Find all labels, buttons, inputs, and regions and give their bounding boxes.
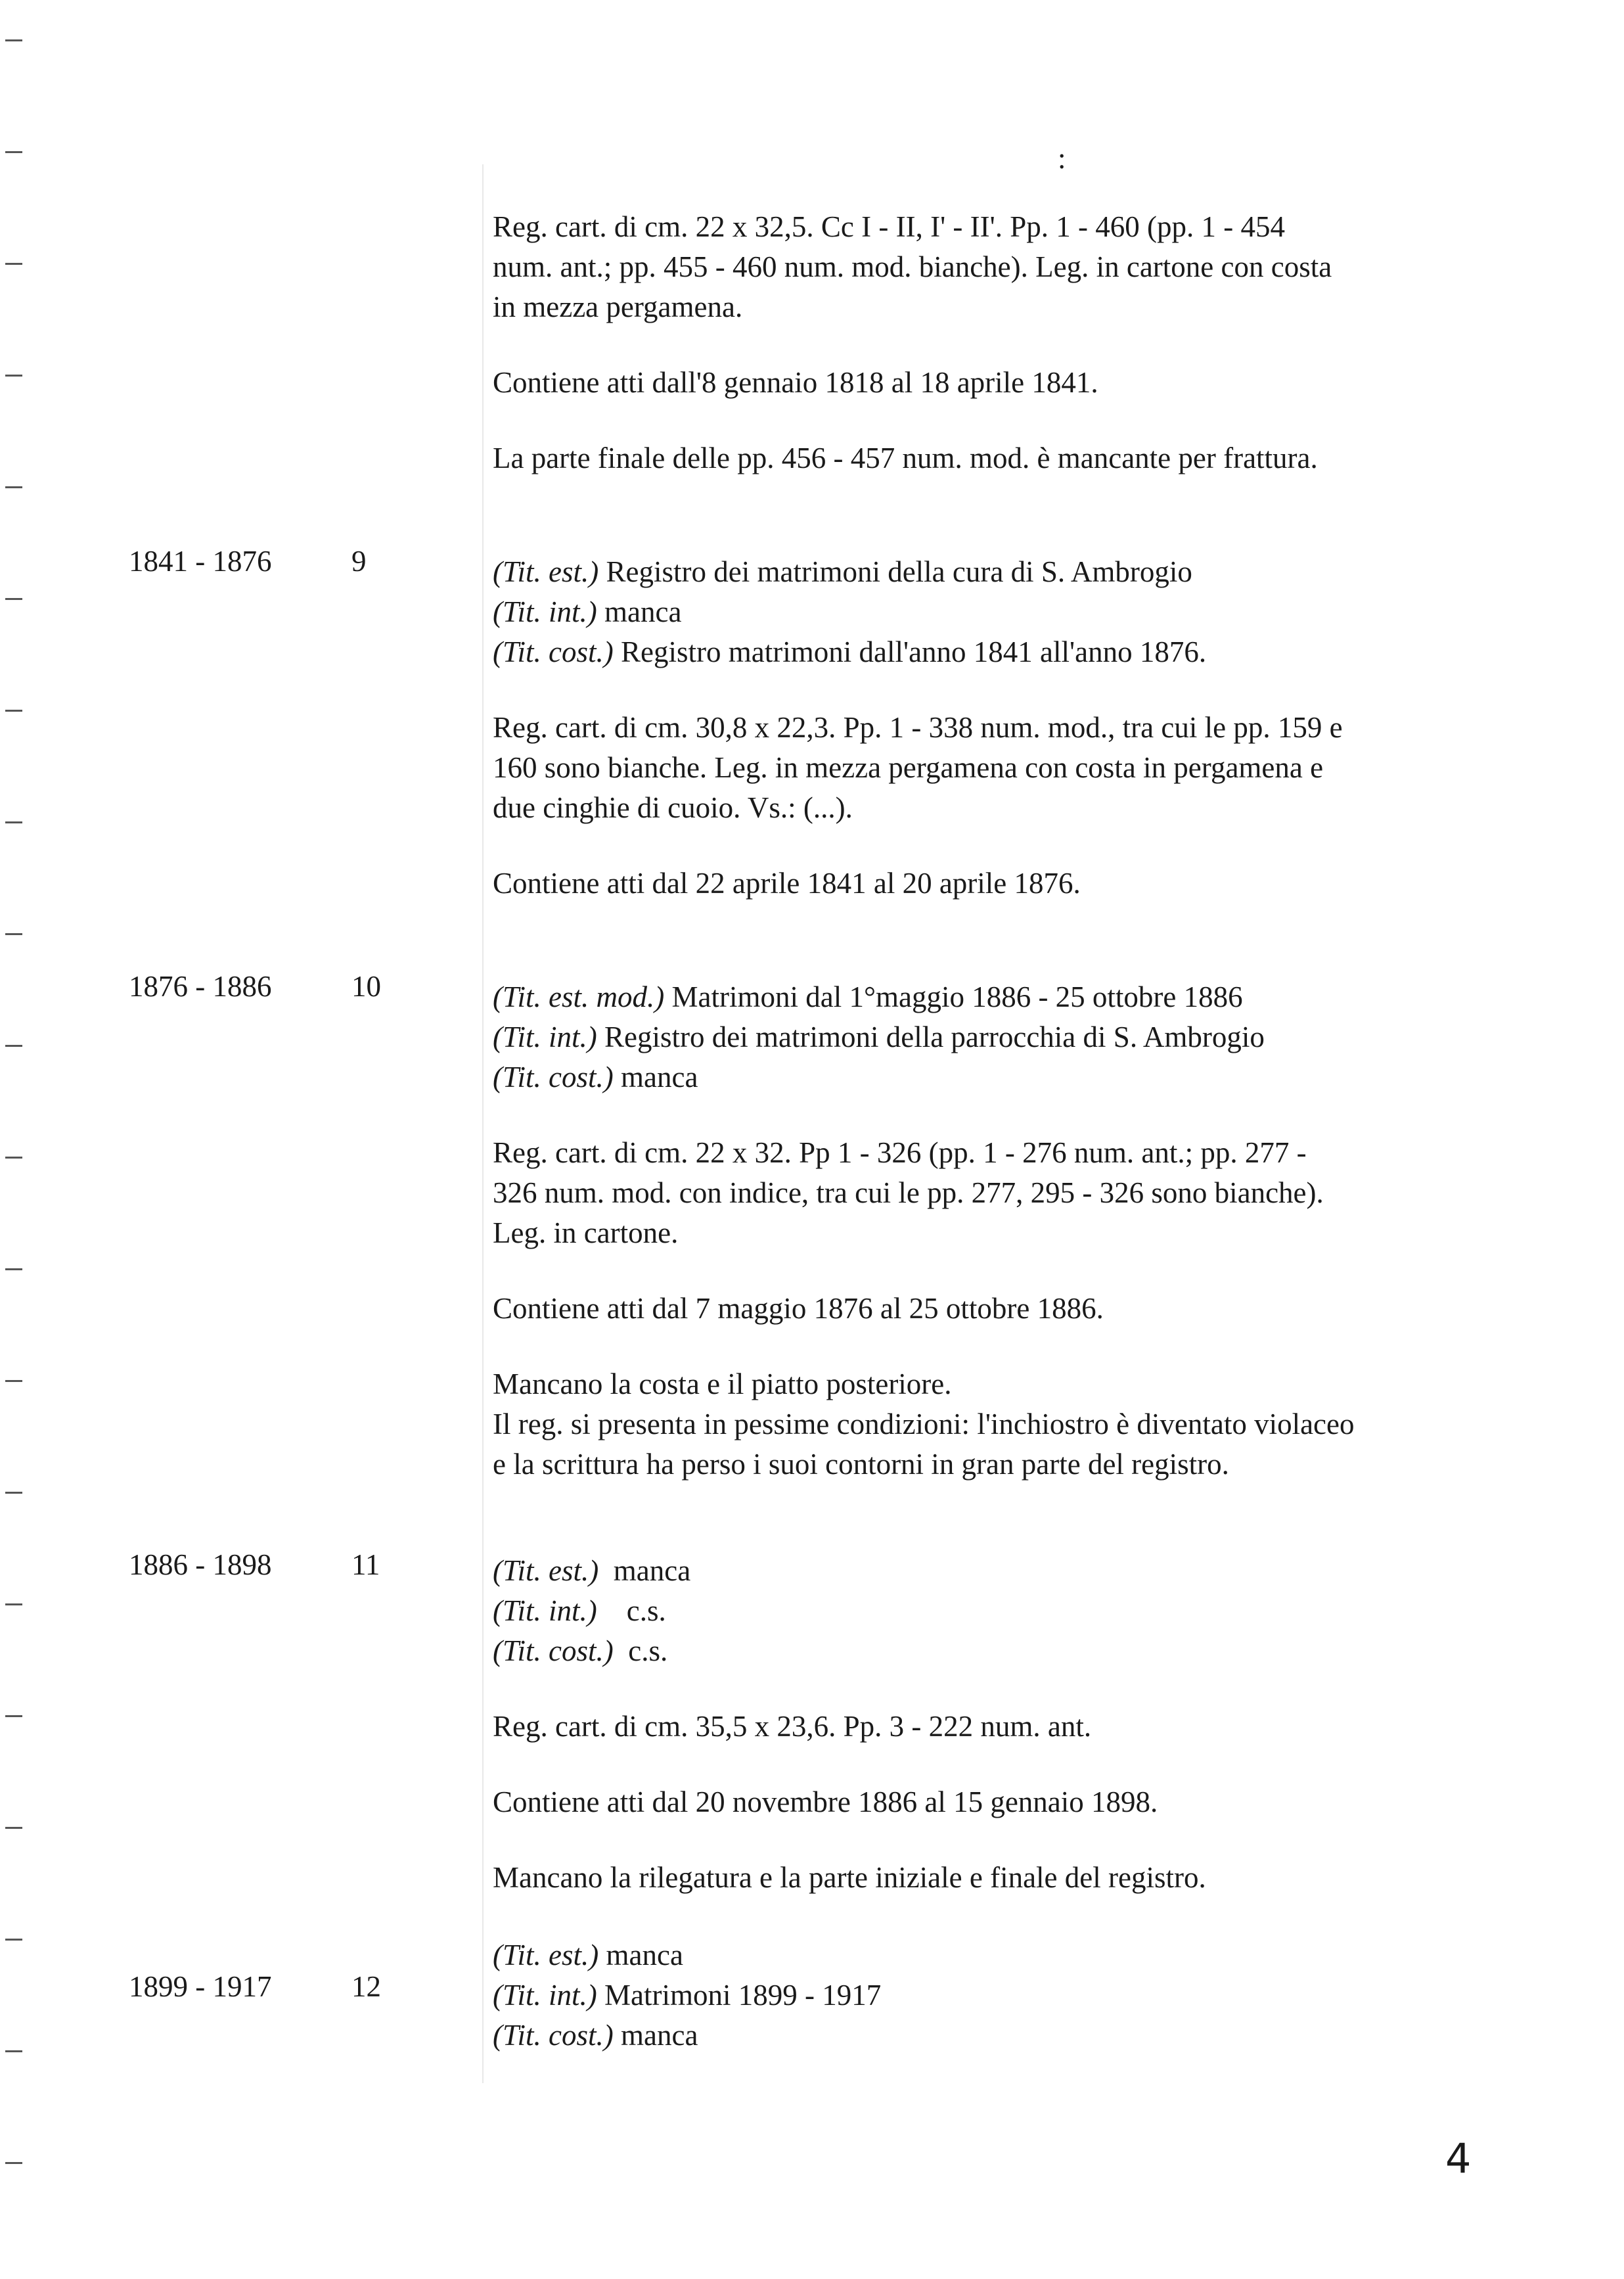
description-line: num. ant.; pp. 455 - 460 num. mod. bianche). Leg. in cartone con costa xyxy=(493,250,1332,283)
title-label: (Tit. cost.) xyxy=(493,1634,614,1667)
entry-number: 12 xyxy=(351,1970,381,2003)
title-label: (Tit. cost.) xyxy=(493,1061,614,1093)
note-line: e la scrittura ha perso i suoi contorni in gran parte del registro. xyxy=(493,1448,1229,1481)
description-line: Reg. cart. di cm. 30,8 x 22,3. Pp. 1 - 338 num. mod., tra cui le pp. 159 e xyxy=(493,711,1343,744)
entry-12 xyxy=(493,1935,1465,2056)
contents-line: Contiene atti dall'8 gennaio 1818 al 18 aprile 1841. xyxy=(493,366,1098,399)
binding-mark xyxy=(5,1268,22,1270)
binding-mark xyxy=(5,1045,22,1047)
binding-mark xyxy=(5,263,22,265)
binding-mark xyxy=(5,821,22,823)
title-text: manca xyxy=(613,1554,691,1587)
entry-date: 1899 - 1917 xyxy=(129,1970,272,2003)
entry-9 xyxy=(493,552,1465,904)
binding-mark xyxy=(5,486,22,488)
note-line: Il reg. si presenta in pessime condizioni: l'inchiostro è diventato violaceo xyxy=(493,1408,1355,1440)
entry-date: 1876 - 1886 xyxy=(129,970,272,1003)
description-line: 160 sono bianche. Leg. in mezza pergamena con costa in pergamena e xyxy=(493,751,1324,784)
title-line xyxy=(493,1591,1465,1631)
title-line xyxy=(493,1975,1465,2015)
entry-number: 9 xyxy=(351,545,367,578)
entry-number: 10 xyxy=(351,970,381,1003)
title-text: Matrimoni dal 1°maggio 1886 - 25 ottobre 1886 xyxy=(671,980,1243,1013)
title-label: (Tit. cost.) xyxy=(493,2019,614,2052)
note-line: Mancano la rilegatura e la parte iniziale e finale del registro. xyxy=(493,1861,1206,1894)
title-text: Registro matrimoni dall'anno 1841 all'anno 1876. xyxy=(621,635,1207,668)
title-line xyxy=(493,1057,1465,1097)
entry-continuation xyxy=(493,207,1465,478)
title-line xyxy=(493,1631,1465,1671)
description-line: Reg. cart. di cm. 22 x 32. Pp 1 - 326 (pp. 1 - 276 num. ant.; pp. 277 - xyxy=(493,1136,1307,1169)
title-line xyxy=(493,1551,1465,1591)
title-text: manca xyxy=(621,2019,698,2052)
binding-mark xyxy=(5,1827,22,1829)
title-text: c.s. xyxy=(628,1634,668,1667)
note-line: La parte finale delle pp. 456 - 457 num. mod. è mancante per frattura. xyxy=(493,442,1318,474)
title-label: (Tit. est.) xyxy=(493,1939,599,1971)
title-text: manca xyxy=(604,595,682,628)
description-line: 326 num. mod. con indice, tra cui le pp. 277, 295 - 326 sono bianche). xyxy=(493,1176,1324,1209)
binding-mark xyxy=(5,151,22,153)
page-number: 4 xyxy=(1445,2134,1472,2182)
binding-mark xyxy=(5,375,22,377)
binding-mark xyxy=(5,2162,22,2164)
title-line xyxy=(493,632,1465,672)
binding-mark xyxy=(5,1380,22,1382)
title-label: (Tit. cost.) xyxy=(493,635,614,668)
contents-line: Contiene atti dal 20 novembre 1886 al 15 gennaio 1898. xyxy=(493,1785,1158,1818)
binding-mark xyxy=(5,1939,22,1941)
binding-edge xyxy=(0,0,26,2279)
title-text: manca xyxy=(621,1061,698,1093)
title-text: manca xyxy=(606,1939,683,1971)
title-label: (Tit. est. mod.) xyxy=(493,980,665,1013)
description-line: Leg. in cartone. xyxy=(493,1216,679,1249)
title-label: (Tit. int.) xyxy=(493,595,597,628)
binding-mark xyxy=(5,710,22,712)
contents-line: Contiene atti dal 7 maggio 1876 al 25 ottobre 1886. xyxy=(493,1292,1104,1325)
binding-mark xyxy=(5,2050,22,2052)
description-line: in mezza pergamena. xyxy=(493,290,743,323)
title-label: (Tit. est.) xyxy=(493,1554,599,1587)
title-text: Registro dei matrimoni della cura di S. Ambrogio xyxy=(606,555,1192,588)
binding-mark xyxy=(5,1157,22,1159)
title-line xyxy=(493,977,1465,1017)
entry-date: 1886 - 1898 xyxy=(129,1548,272,1581)
description-line: due cinghie di cuoio. Vs.: (...). xyxy=(493,791,853,824)
description-line: Reg. cart. di cm. 35,5 x 23,6. Pp. 3 - 222 num. ant. xyxy=(493,1710,1092,1743)
title-label: (Tit. int.) xyxy=(493,1021,597,1053)
binding-mark xyxy=(5,39,22,41)
entry-10 xyxy=(493,977,1465,1485)
binding-mark xyxy=(5,1492,22,1494)
binding-mark xyxy=(5,933,22,935)
title-line xyxy=(493,552,1465,592)
title-line xyxy=(493,2015,1465,2056)
title-label: (Tit. int.) xyxy=(493,1594,597,1627)
binding-mark xyxy=(5,1603,22,1605)
title-line xyxy=(493,1935,1465,1975)
binding-mark xyxy=(5,598,22,600)
title-label: (Tit. int.) xyxy=(493,1979,597,2012)
colon-mark: : xyxy=(1058,142,1066,175)
entry-number: 11 xyxy=(351,1548,380,1581)
note-line: Mancano la costa e il piatto posteriore. xyxy=(493,1368,952,1400)
entry-11 xyxy=(493,1551,1465,1898)
binding-mark xyxy=(5,1715,22,1717)
column-divider xyxy=(482,164,484,2083)
contents-line: Contiene atti dal 22 aprile 1841 al 20 aprile 1876. xyxy=(493,867,1081,900)
entry-date: 1841 - 1876 xyxy=(129,545,272,578)
title-text: c.s. xyxy=(626,1594,666,1627)
title-line xyxy=(493,1017,1465,1057)
title-text: Registro dei matrimoni della parrocchia di S. Ambrogio xyxy=(604,1021,1265,1053)
title-line xyxy=(493,592,1465,632)
title-text: Matrimoni 1899 - 1917 xyxy=(604,1979,882,2012)
description-line: Reg. cart. di cm. 22 x 32,5. Cc I - II, I' - II'. Pp. 1 - 460 (pp. 1 - 454 xyxy=(493,210,1285,243)
title-label: (Tit. est.) xyxy=(493,555,599,588)
